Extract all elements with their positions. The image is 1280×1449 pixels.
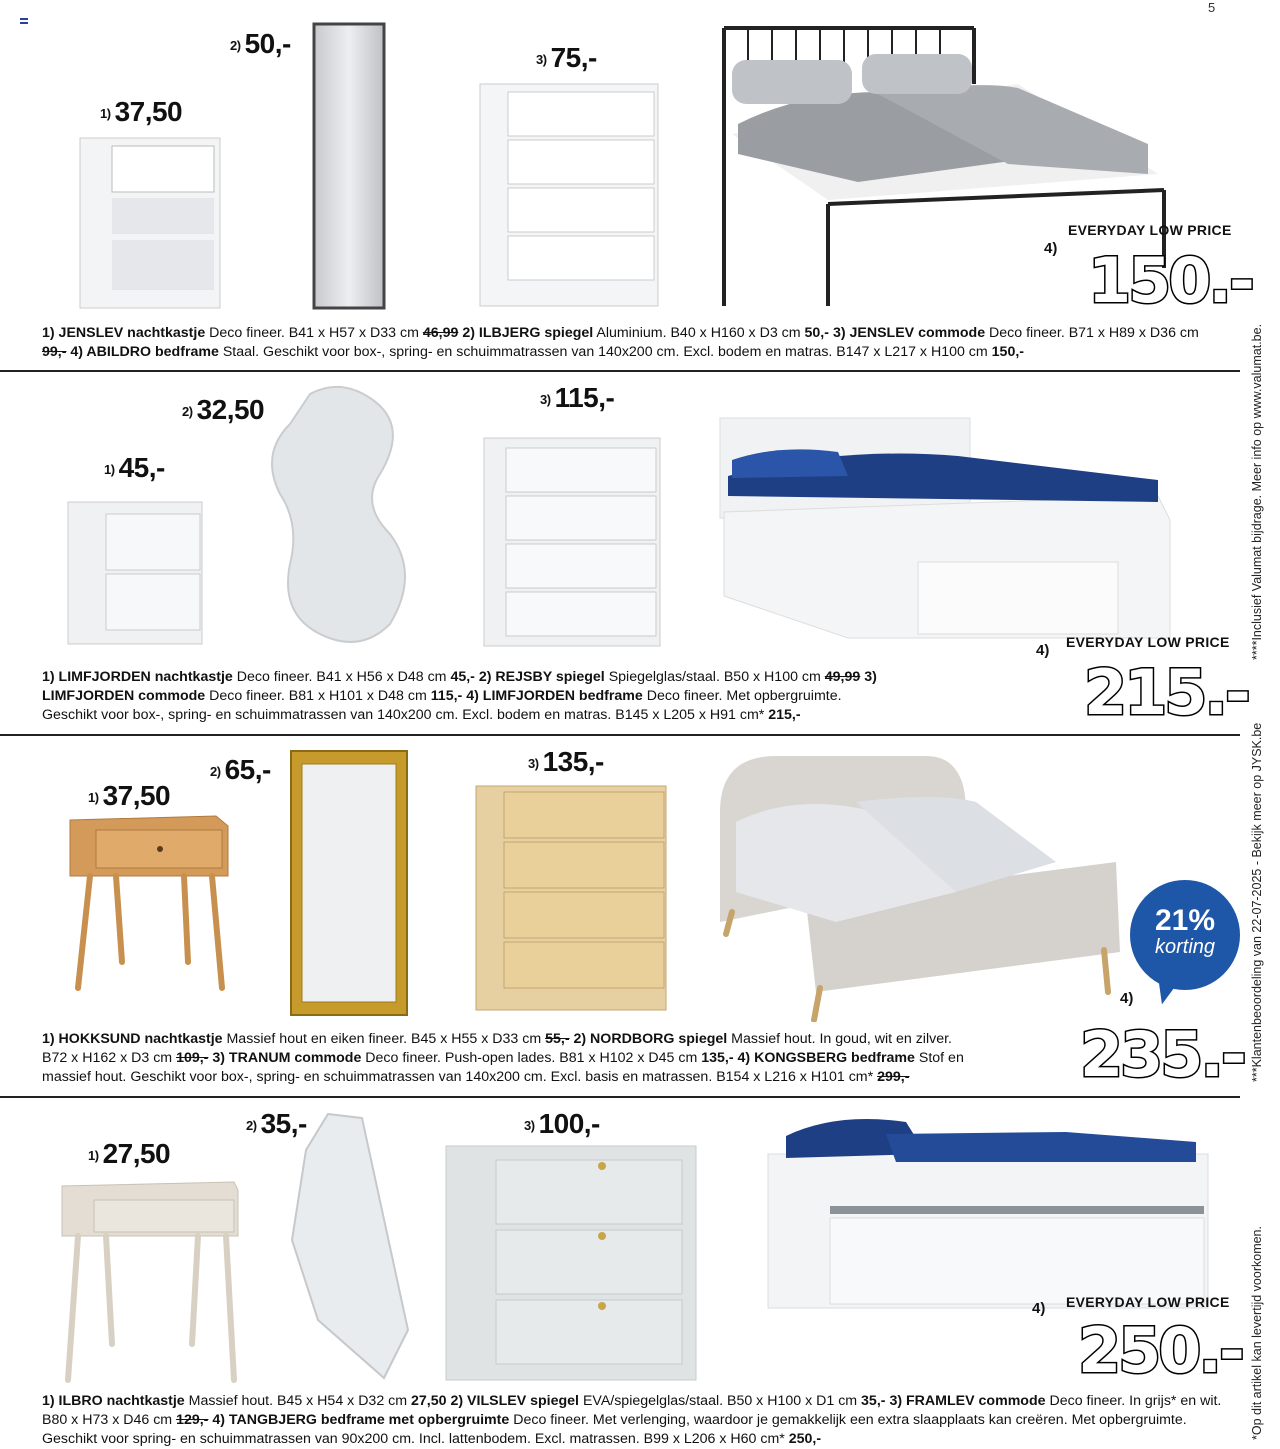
bed-image — [766, 1114, 1212, 1310]
price-1: 1) 45,- — [104, 452, 165, 483]
price-4: 215.- — [1084, 656, 1248, 729]
bed-image — [718, 416, 1172, 642]
price-4: 235.- — [1080, 1018, 1244, 1091]
section-divider — [0, 734, 1240, 736]
product-description: 1) ILBRO nachtkastje Massief hout. B45 x H54 x D32 cm 27,50 2) VILSLEV spiegel EVA/spiegelglas/staal. B50 x H100 x D1 cm 35,- 3) FRAMLEV commode Deco fineer. In grijs* en wit. B80 x H73 x D46 cm 129,- 4) TANGBJERG bedframe met opbergruimte Deco fineer. Met verlenging, waardoor je gemakkelijk een extra slaapplaats kan creëren. Met opbergruimte. Geschikt voor spring- en schuimmatrassen van 90x200 cm. Incl. lattenbodem. Excl. matrassen. B99 x L206 x H60 cm* 250,- — [42, 1393, 1222, 1447]
mirror-image — [288, 1110, 412, 1384]
page-number: 5 — [1208, 0, 1216, 15]
price-3: 3) 135,- — [528, 746, 604, 777]
nightstand-image — [58, 1174, 242, 1384]
price-1: 1) 27,50 — [88, 1138, 171, 1169]
discount-label: korting — [1154, 936, 1216, 958]
commode-image — [478, 82, 662, 310]
product-description: 1) LIMFJORDEN nachtkastje Deco fineer. B41 x H56 x D48 cm 45,- 2) REJSBY spiegel Spiegelglas/staal. B50 x H100 cm 49,99 3) LIMFJORDEN commode Deco fineer. B81 x H101 x D48 cm 115,- 4) LIMFJORDEN bedframe Deco fineer. Met opbergruimte. Geschikt voor box-, spring- en schuimmatrassen van 140x200 cm. Excl. bodem en matras. B145 x L205 x H91 cm* 215,- — [42, 669, 877, 723]
section-divider — [0, 370, 1240, 372]
everyday-low-price-label: EVERYDAY LOW PRICE — [1068, 222, 1232, 238]
commode-image — [444, 1144, 698, 1384]
price-3: 3) 115,- — [540, 382, 615, 413]
section-divider — [0, 1096, 1240, 1098]
price-1: 1) 37,50 — [88, 780, 171, 811]
mirror-image — [312, 22, 386, 310]
price-2: 2) 65,- — [210, 754, 271, 785]
nightstand-image — [66, 812, 232, 992]
price-4: 150.- — [1088, 244, 1252, 317]
price-1: 1) 37,50 — [100, 96, 183, 127]
nightstand-image — [66, 500, 206, 648]
side-note-delivery: *Op dit artikel kan levertijd voorkomen. — [1250, 1226, 1264, 1440]
price-2: 2) 35,- — [246, 1108, 307, 1139]
price-3: 3) 100,- — [524, 1108, 600, 1139]
mirror-image — [270, 384, 420, 652]
everyday-low-price-label: EVERYDAY LOW PRICE — [1066, 634, 1230, 650]
discount-percentage: 21% — [1154, 904, 1216, 937]
price-4-number: 4) — [1120, 990, 1134, 1007]
mirror-image — [288, 748, 410, 1018]
product-description: 1) HOKKSUND nachtkastje Massief hout en eiken fineer. B45 x H55 x D33 cm 55,- 2) NORDBORG spiegel Massief hout. In goud, wit en zilver. B72 x H162 x D3 cm 109,- 3) TRANUM commode Deco fineer. Push-open lades. B81 x H102 x D45 cm 135,- 4) KONGSBERG bedframe Stof en massief hout. Geschikt voor box-, spring- en schuimmatrassen van 140x200 cm. Excl. basis en matrassen. B154 x L216 x H101 cm* 299,- — [42, 1031, 964, 1085]
flag-icon — [20, 18, 28, 24]
price-2: 2) 50,- — [230, 28, 291, 59]
price-4-number: 4) — [1032, 1300, 1046, 1317]
price-4: 250.- — [1078, 1314, 1242, 1387]
price-4-number: 4) — [1044, 240, 1058, 257]
commode-image — [482, 436, 662, 648]
price-3: 3) 75,- — [536, 42, 597, 73]
side-note-review: ***Klantenbeoordeling van 22-07-2025 - Bekijk meer op JYSK.be — [1250, 722, 1264, 1082]
discount-badge — [1130, 880, 1240, 990]
price-4-number: 4) — [1036, 642, 1050, 659]
price-2: 2) 32,50 — [182, 394, 265, 425]
nightstand-image — [78, 136, 224, 312]
product-description: 1) JENSLEV nachtkastje Deco fineer. B41 x H57 x D33 cm 46,99 2) ILBJERG spiegel Aluminium. B40 x H160 x D3 cm 50,- 3) JENSLEV commode Deco fineer. B71 x H89 x D36 cm 99,- 4) ABILDRO bedframe Staal. Geschikt voor box-, spring- en schuimmatrassen van 140x200 cm. Excl. bodem en matras. B147 x L217 x H100 cm 150,- — [42, 325, 1199, 360]
everyday-low-price-label: EVERYDAY LOW PRICE — [1066, 1294, 1230, 1310]
commode-image — [474, 784, 668, 1012]
side-note-valumat: ****Inclusief Valumat bijdrage. Meer info op www.valumat.be. — [1250, 323, 1264, 660]
bed-image — [716, 752, 1124, 1022]
